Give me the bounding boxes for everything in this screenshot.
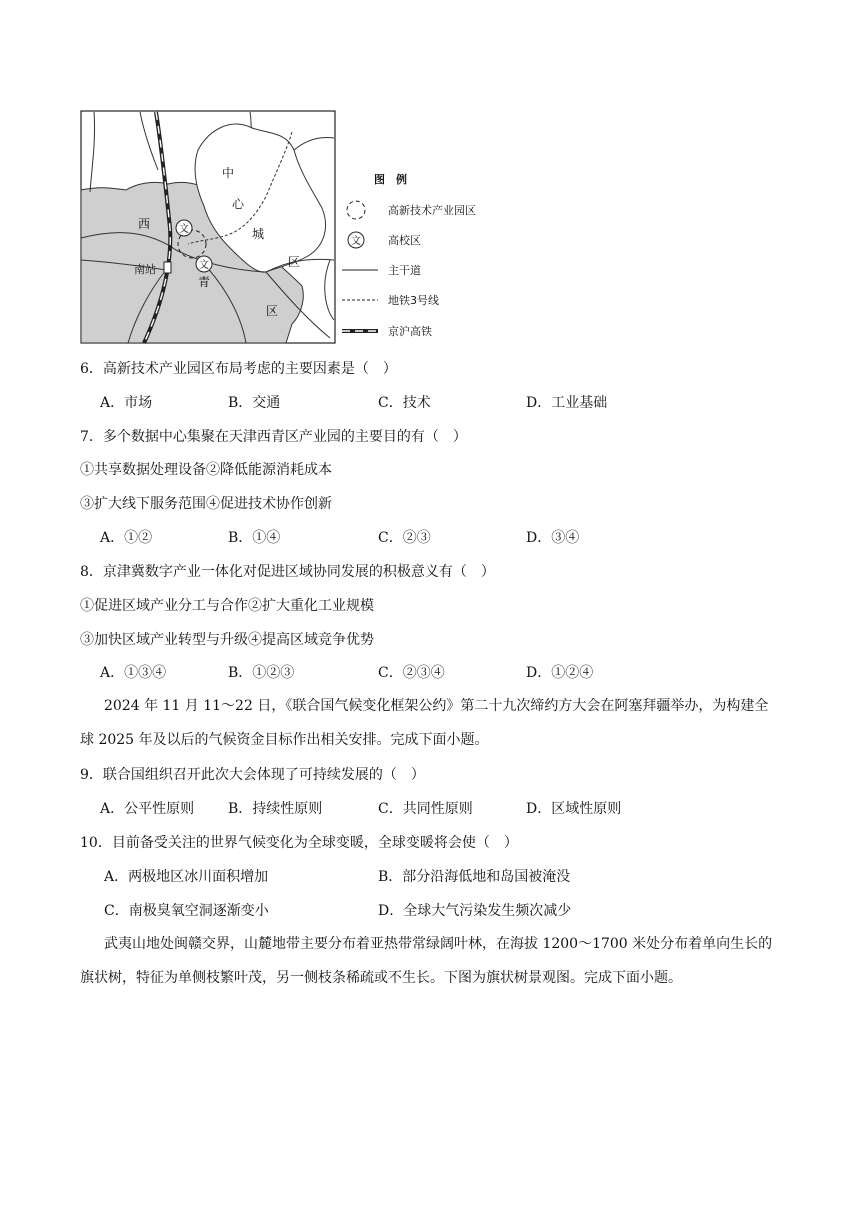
- question-6-option-b: B．交通: [228, 395, 281, 411]
- question-7-statement-2: ③扩大线下服务范围④促进技术协作创新: [80, 496, 332, 512]
- university-marker-2: [196, 256, 212, 272]
- university-marker-1: [176, 220, 192, 236]
- district-map: [80, 110, 500, 346]
- question-7-statement-1: ①共享数据处理设备②降低能源消耗成本: [80, 462, 332, 478]
- wuyi-passage-text: 武夷山地处闽赣交界，山麓地带主要分布着亚热带常绿阔叶林，在海拔 1200～1700 米处分布着单向生长的旗状树，特征为单侧枝繁叶茂，另一侧枝条稀疏或不生长。下图为旗状树景观图。完成下面小题。: [80, 936, 773, 986]
- question-6-option-c: C．技术: [378, 395, 431, 411]
- question-7-stem: 7．多个数据中心集聚在天津西青区产业园的主要目的有（ ）: [80, 429, 467, 445]
- question-9-option-b: B．持续性原则: [228, 801, 323, 817]
- wuyi-passage: [80, 927, 780, 995]
- legend-label-park: 高新技术产业园区: [388, 204, 476, 217]
- map-label-zhong: 中: [222, 166, 235, 180]
- question-7-option-d: D．③④: [526, 530, 580, 546]
- cop29-passage: [80, 689, 780, 757]
- question-10-option-d: D．全球大气污染发生频次减少: [378, 903, 572, 919]
- question-8-option-b: B．①②③: [228, 665, 295, 681]
- question-7-option-a: A．①②: [100, 530, 153, 546]
- wen-label-1: 文: [179, 224, 189, 235]
- question-6-option-d: D．工业基础: [526, 395, 608, 411]
- map-label-cheng: 城: [252, 227, 265, 241]
- question-10-option-c: C．南极臭氧空洞逐渐变小: [104, 903, 269, 919]
- question-7-option-c: C．②③: [378, 530, 431, 546]
- legend-title: 图 例: [374, 173, 407, 186]
- legend-label-railway: 京沪高铁: [388, 325, 432, 338]
- question-10-stem: 10．目前备受关注的世界气候变化为全球变暖，全球变暖将会使（ ）: [80, 835, 518, 851]
- question-9-option-c: C．共同性原则: [378, 801, 473, 817]
- district-map-figure: [80, 110, 500, 346]
- map-label-nanzhan: 南站: [134, 263, 156, 276]
- question-8-option-d: D．①②④: [526, 665, 594, 681]
- legend-wen-glyph: 文: [351, 236, 361, 247]
- question-9-option-a: A．公平性原则: [100, 801, 195, 817]
- question-10-option-a: A．两极地区冰川面积增加: [104, 869, 269, 885]
- question-8-option-a: A．①③④: [100, 665, 167, 681]
- legend-label-road: 主干道: [388, 264, 421, 277]
- map-label-xi: 西: [138, 217, 151, 231]
- south-station-icon: [164, 262, 171, 273]
- map-label-xin: 心: [232, 197, 245, 211]
- question-10-option-b: B．部分沿海低地和岛国被淹没: [378, 869, 571, 885]
- question-8-statement-2: ③加快区域产业转型与升级④提高区域竞争优势: [80, 632, 374, 648]
- question-7-option-b: B．①④: [228, 530, 281, 546]
- dashed-circle-icon: [347, 201, 365, 219]
- question-6-stem: 6．高新技术产业园区布局考虑的主要因素是（ ）: [80, 361, 397, 377]
- legend-label-university: 高校区: [388, 234, 421, 247]
- question-8-statement-1: ①促进区域产业分工与合作②扩大重化工业规模: [80, 598, 374, 614]
- map-legend: [342, 172, 476, 338]
- wen-label-2: 文: [199, 260, 209, 271]
- cop29-passage-text: 2024 年 11 月 11～22 日，《联合国气候变化框架公约》第二十九次缔约方大会在阿塞拜疆举办，为构建全球 2025 年及以后的气候资金目标作出相关安排。完成下面小题。: [80, 698, 769, 748]
- question-9-option-d: D．区域性原则: [526, 801, 622, 817]
- map-label-qu2: 区: [266, 304, 279, 318]
- map-label-qing: 青: [198, 275, 211, 289]
- map-label-qu1: 区: [288, 255, 301, 269]
- legend-label-metro: 地铁3号线: [388, 294, 439, 307]
- question-8-option-c: C．②③④: [378, 665, 445, 681]
- question-6-option-a: A．市场: [100, 395, 153, 411]
- question-8-stem: 8．京津冀数字产业一体化对促进区域协同发展的积极意义有（ ）: [80, 564, 495, 580]
- question-9-stem: 9．联合国组织召开此次大会体现了可持续发展的（ ）: [80, 767, 425, 783]
